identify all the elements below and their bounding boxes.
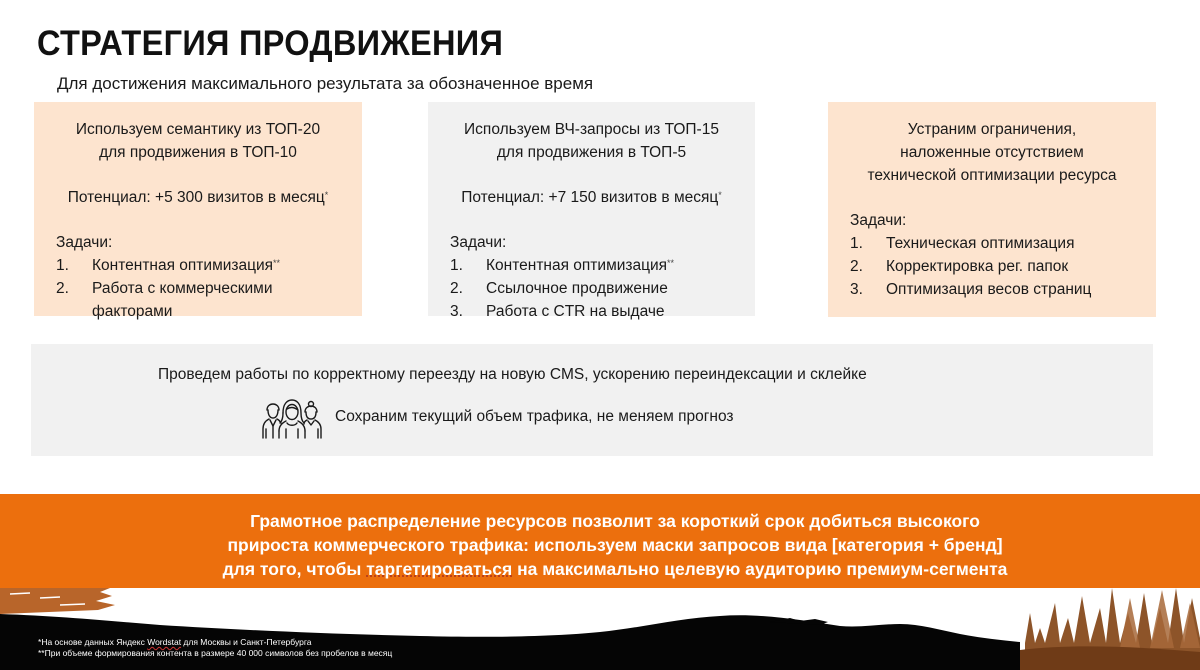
task-item: 3. Оптимизация весов страниц: [850, 281, 1092, 298]
banner-text: Грамотное распределение ресурсов позволит за короткий срок добиться высокого прироста коммерческого трафика: используем маски запросов вида [категория + бренд] для того, чтобы таргетироваться на максимально целевую аудиторию премиум-сегмента: [222, 511, 1008, 579]
footnote-mark: **: [273, 258, 281, 268]
task-item: 1. Контентная оптимизация**: [56, 257, 281, 274]
footnote-mark: *: [718, 190, 722, 200]
task-item: 3. Работа с CTR на выдаче: [450, 303, 665, 320]
migration-text: Проведем работы по корректному переезду на новую CMS, ускорению переиндексации и склейке: [158, 366, 867, 383]
tasks-label: Задачи:: [450, 234, 507, 251]
task-item: 2. Корректировка рег. папок: [850, 258, 1069, 275]
card-heading: Устраним ограничения, наложенные отсутствием технической оптимизации ресурса: [867, 121, 1117, 184]
task-list: [450, 254, 733, 323]
strategy-card-top15: [428, 102, 755, 320]
task-list: [56, 254, 340, 323]
conclusion-banner: [0, 494, 1200, 590]
tasks-label: Задачи:: [56, 234, 113, 251]
card-potential: Потенциал: +5 300 визитов в месяц*: [67, 189, 329, 206]
card-potential: Потенциал: +7 150 визитов в месяц*: [461, 189, 722, 206]
footnote-1: *На основе данных Яндекс Wordstat для Москвы и Санкт-Петербурга: [38, 637, 312, 647]
strategy-card-top20: [34, 102, 362, 320]
task-item: 2. Работа с коммерческими факторами: [56, 280, 273, 320]
task-item: 1. Контентная оптимизация**: [450, 257, 675, 274]
footnote-mark: *: [324, 190, 329, 200]
card-heading: Используем ВЧ-запросы из ТОП-15 для продвижения в ТОП-5: [464, 121, 719, 161]
page-subtitle: Для достижения максимального результата за обозначенное время: [57, 74, 594, 93]
task-item: 2. Ссылочное продвижение: [450, 280, 668, 297]
task-list: [850, 232, 1134, 301]
strategy-card-technical: [828, 102, 1156, 317]
traffic-retention-text: Сохраним текущий объем трафика, не меняем прогноз: [335, 408, 734, 425]
footnote-mark: **: [667, 258, 675, 268]
footnote-2: **При объеме формирования контента в размере 40 000 символов без пробелов в месяц: [38, 648, 393, 658]
footnotes: [38, 637, 392, 659]
page-title: СТРАТЕГИЯ ПРОДВИЖЕНИЯ: [37, 24, 504, 63]
tasks-label: Задачи:: [850, 212, 907, 229]
card-heading: Используем семантику из ТОП-20 для продвижения в ТОП-10: [75, 121, 321, 161]
task-item: 1. Техническая оптимизация: [850, 235, 1075, 252]
migration-panel: [31, 344, 1153, 456]
people-group-icon: [261, 399, 323, 439]
